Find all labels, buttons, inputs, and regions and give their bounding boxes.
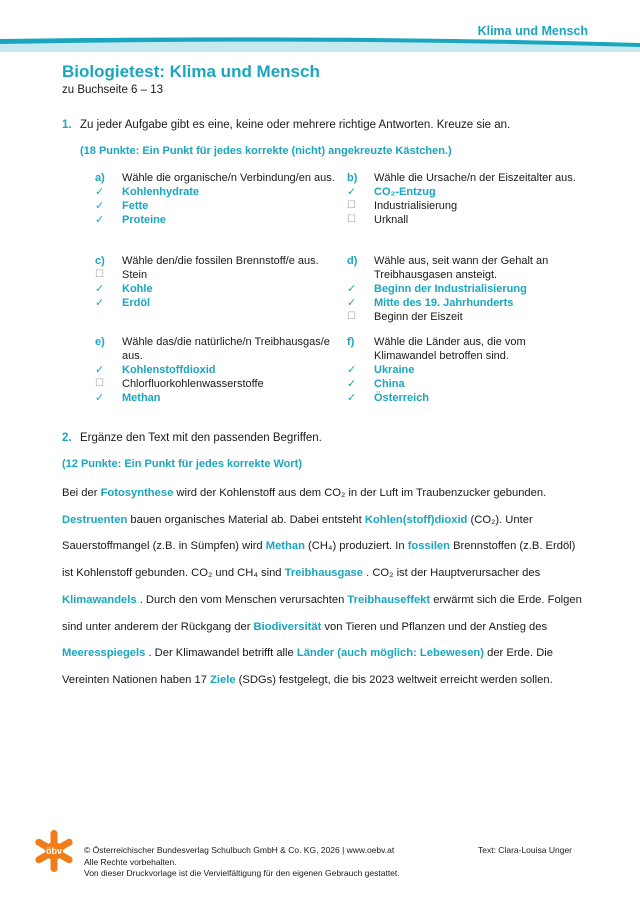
question-1-points: (18 Punkte: Ein Punkt für jedes korrekte (nicht) angekreuzte Kästchen.): [80, 145, 452, 157]
subquestion-letter: e): [95, 336, 105, 348]
checkmark-icon[interactable]: ✓: [95, 392, 105, 404]
subquestion-letter: c): [95, 255, 105, 267]
cloze-answer: Treibhausgase: [284, 567, 364, 580]
subquestion-prompt: Wähle die organische/n Verbindung/en aus.: [122, 172, 335, 184]
checkmark-icon[interactable]: ✓: [95, 297, 105, 309]
cloze-text: . Der Klimawandel betrifft alle: [145, 647, 297, 660]
subquestion-letter: a): [95, 172, 105, 184]
question-2-text: Ergänze den Text mit den passenden Begriffen.: [80, 432, 322, 444]
checkmark-icon[interactable]: ✓: [347, 364, 357, 376]
subquestion-f: [347, 335, 587, 405]
checkmark-icon[interactable]: ✓: [95, 364, 105, 376]
footer-author: Text: Clara-Louisa Unger: [478, 845, 573, 855]
checkmark-icon[interactable]: ✓: [347, 297, 357, 309]
checkmark-icon[interactable]: ✓: [347, 392, 357, 404]
logo-text: öbv: [45, 846, 63, 856]
cloze-text: von Tieren und Pflanzen und der Anstieg des: [321, 620, 548, 633]
cloze-answer: Kohlen(stoff)dioxid: [364, 513, 468, 526]
answer-option[interactable]: [347, 296, 587, 310]
checkmark-icon[interactable]: ✓: [95, 200, 105, 212]
cloze-text: (CO₂). Unter Sauerstoffmangel (z.B. in Sümpfen) wird: [62, 513, 533, 553]
question-1-text: Zu jeder Aufgabe gibt es eine, keine oder mehrere richtige Antworten. Kreuze sie an.: [80, 119, 511, 131]
answer-option-label: CO₂-Entzug: [374, 186, 436, 198]
empty-checkbox-icon[interactable]: ☐: [95, 269, 104, 280]
answer-option[interactable]: [95, 268, 335, 282]
answer-option[interactable]: [95, 296, 335, 310]
question-1-number: 1.: [62, 119, 72, 131]
footer-copyright: © Österreichischer Bundesverlag Schulbuch GmbH & Co. KG, 2026 | www.oebv.at: [84, 845, 395, 855]
answer-option[interactable]: [347, 377, 587, 391]
subquestion-a: [95, 171, 335, 227]
answer-option-label: Beginn der Eiszeit: [374, 311, 463, 323]
answer-option[interactable]: [347, 185, 587, 199]
cloze-text: wird der Kohlenstoff aus dem CO₂ in der Luft im Traubenzucker gebunden.: [173, 487, 547, 499]
answer-option[interactable]: [95, 377, 335, 391]
cloze-answer: Länder (auch möglich: Lebewesen): [296, 647, 484, 660]
empty-checkbox-icon[interactable]: ☐: [95, 378, 104, 389]
answer-option-label: China: [374, 378, 405, 390]
answer-option[interactable]: [347, 363, 587, 377]
answer-option[interactable]: [347, 282, 587, 296]
empty-checkbox-icon[interactable]: ☐: [347, 214, 356, 225]
answer-option-label: Industrialisierung: [374, 200, 458, 212]
subquestion-prompt: Wähle das/die natürliche/n Treibhausgas/e aus.: [122, 336, 330, 362]
cloze-answer: Ziele: [210, 673, 236, 686]
empty-checkbox-icon[interactable]: ☐: [347, 311, 356, 322]
answer-option[interactable]: [347, 391, 587, 405]
cloze-answer: Meeresspiegels: [62, 647, 146, 660]
cloze-answer: Treibhauseffekt: [347, 593, 431, 606]
cloze-answer: fossilen: [407, 540, 450, 553]
footer-license: Von dieser Druckvorlage ist die Vervielfältigung für den eigenen Gebrauch gestattet.: [84, 868, 400, 878]
cloze-text: . CO₂ ist der Hauptverursacher des: [363, 567, 541, 580]
cloze-text: (SDGs) festgelegt, die bis 2023 weltweit erreicht werden sollen.: [235, 673, 553, 686]
subquestion-letter: f): [347, 336, 355, 348]
page-subtitle: zu Buchseite 6 – 13: [62, 84, 164, 96]
subquestion-letter: b): [347, 172, 358, 184]
subquestion-prompt: Wähle die Ursache/n der Eiszeitalter aus.: [374, 172, 576, 184]
answer-option[interactable]: [95, 363, 335, 377]
answer-option[interactable]: [347, 310, 587, 324]
subquestion-d: [347, 254, 587, 324]
checkmark-icon[interactable]: ✓: [347, 283, 357, 295]
cloze-text: bauen organisches Material ab. Dabei entsteht: [127, 513, 365, 526]
answer-option-label: Urknall: [374, 214, 409, 226]
empty-checkbox-icon[interactable]: ☐: [347, 200, 356, 211]
cloze-text: erwärmt sich die Erde. Folgen sind unter anderem der Rückgang der: [62, 593, 582, 633]
cloze-text: . Durch den vom Menschen verursachten: [136, 593, 348, 606]
answer-option[interactable]: [347, 199, 587, 213]
subquestion-letter: d): [347, 255, 358, 267]
answer-option-label: Chlorfluorkohlenwasserstoffe: [122, 378, 264, 390]
checkmark-icon[interactable]: ✓: [95, 283, 105, 295]
question-2-number: 2.: [62, 432, 72, 444]
subquestion-prompt: Wähle die Länder aus, die vom Klimawandel betroffen sind.: [374, 336, 526, 362]
header-wave: [0, 36, 640, 52]
subquestion-prompt: Wähle aus, seit wann der Gehalt an Treibhausgasen ansteigt.: [374, 255, 549, 281]
answer-option-label: Erdöl: [122, 297, 151, 309]
cloze-answer: Destruenten: [62, 513, 128, 526]
cloze-answer: Klimawandels: [62, 593, 137, 606]
checkmark-icon[interactable]: ✓: [95, 186, 105, 198]
answer-option[interactable]: [347, 213, 587, 227]
answer-option-label: Mitte des 19. Jahrhunderts: [374, 297, 514, 309]
answer-option-label: Proteine: [122, 214, 167, 226]
answer-option-label: Österreich: [374, 392, 430, 404]
answer-option[interactable]: [95, 391, 335, 405]
answer-option-label: Ukraine: [374, 364, 415, 376]
answer-option[interactable]: [95, 282, 335, 296]
cloze-text: der Erde. Die Vereinten Nationen haben 17: [62, 647, 554, 686]
subquestion-c: [95, 254, 335, 310]
answer-option-label: Fette: [122, 200, 149, 212]
cloze-answer: Fotosynthese: [100, 487, 174, 499]
footer-rights: Alle Rechte vorbehalten.: [84, 856, 177, 867]
answer-option-label: Kohlenstoffdioxid: [122, 364, 216, 376]
cloze-text: Brennstoffen (z.B. Erdöl) ist Kohlenstoff gebunden. CO₂ und CH₄ sind: [62, 540, 576, 580]
checkmark-icon[interactable]: ✓: [95, 214, 105, 226]
answer-option[interactable]: [95, 199, 335, 213]
page-title: Biologietest: Klima und Mensch: [62, 62, 320, 81]
subquestion-e: [95, 335, 335, 405]
question-2-points: (12 Punkte: Ein Punkt für jedes korrekte Wort): [62, 458, 303, 470]
cloze-answer: Biodiversität: [253, 620, 322, 633]
header-label: Klima und Mensch: [477, 24, 588, 38]
footer: [84, 845, 400, 880]
answer-option-label: Kohle: [122, 283, 153, 295]
answer-option-label: Kohlenhydrate: [122, 186, 200, 198]
answer-option-label: Beginn der Industrialisierung: [374, 283, 527, 295]
checkmark-icon[interactable]: ✓: [347, 378, 357, 390]
cloze-text: (CH₄) produziert. In: [304, 540, 408, 553]
answer-option-label: Stein: [122, 269, 148, 281]
cloze-answer: Methan: [265, 540, 305, 553]
cloze-text: Bei der: [62, 487, 101, 499]
subquestion-prompt: Wähle den/die fossilen Brennstoff/e aus.: [122, 255, 319, 267]
answer-option-label: Methan: [122, 392, 161, 404]
answer-option[interactable]: [95, 185, 335, 199]
checkmark-icon[interactable]: ✓: [347, 186, 357, 198]
cloze-paragraph: [62, 480, 582, 694]
oebv-logo: [34, 829, 74, 873]
subquestion-b: [347, 171, 587, 227]
answer-option[interactable]: [95, 213, 335, 227]
